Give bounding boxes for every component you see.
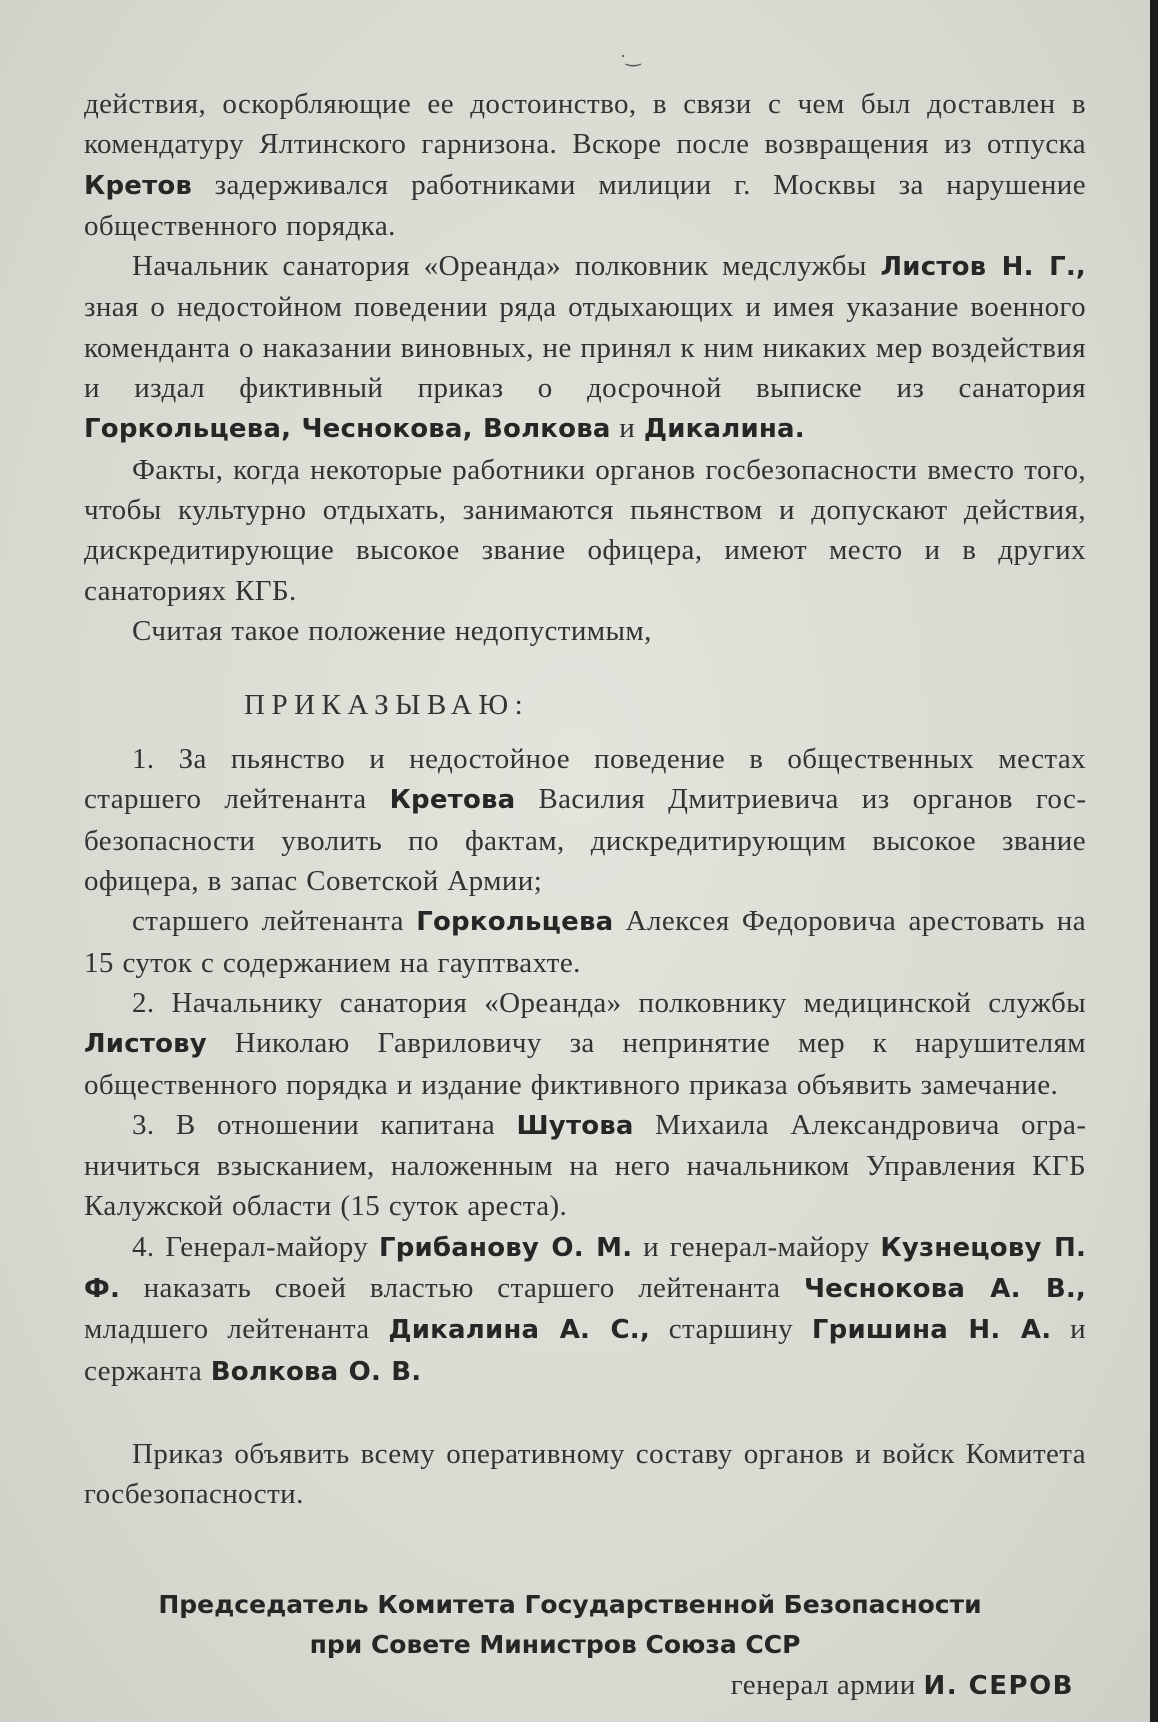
order-heading: ПРИКАЗЫВАЮ: [244,689,530,722]
text-run: Приказ объявить всему оперативному составу органов и войск Комитета госбезопасности. [84,1437,1086,1511]
bold-name: Шутова [516,1110,634,1141]
bold-name: Горкольцева, Чеснокова, Волкова [84,414,611,445]
text-run: и [610,412,644,445]
signatory-name-line [84,1665,1086,1706]
bold-name: Горкольцева [416,907,614,938]
bold-name: Кузнецову П. Ф. [84,1232,1087,1305]
bold-name: Листов Н. Г., [880,252,1086,283]
text-run: задерживался работниками милиции г. Москвы за нарушение общественного порядка. [84,168,1086,242]
bold-name: Гришина Н. А. [811,1315,1052,1346]
signature-block [84,1585,1086,1706]
order-item-1b [84,901,1086,983]
text-run: и генерал-майору [632,1230,881,1263]
order-item-3 [84,1105,1086,1227]
bold-name: Листову [84,1029,207,1060]
bold-name: Дикалина. [643,414,805,445]
bold-name: Дикалина А. С., [388,1315,650,1346]
text-run: действия, оскорбляющие ее достоинство, в связи с чем был доставлен в комендатуру Ялтинского гарнизона. Вскоре после возвращения из отпуска [84,88,1086,161]
signatory-rank: генерал армии [730,1668,916,1701]
text-run: 4. Генерал-майору [132,1230,379,1263]
bold-name: Волкова О. В. [210,1356,422,1387]
facts-paragraph [84,450,1086,611]
text-run: Николаю Гавриловичу за непринятие мер к нарушителям общественного порядка и издание фиктивного приказа объявить замечание. [84,1027,1086,1101]
text-run: Михаила Александровича ограничиться взысканием, наложенным на него начальником Управления КГБ Калужской области (15 суток ареста). [84,1108,1086,1223]
text-run: Факты, когда некоторые работники органов госбезопасности вместо того, чтобы культурно отдыхать, занимаются пьянством и допускают действия, дискредитирующие высокое звание офицера, имеют место и в других санаториях КГБ. [84,453,1086,607]
listov-paragraph [84,246,1086,449]
signatory-title-line2: при Совете Министров Союза ССР [309,1629,801,1659]
text-run: 2. Начальнику санатория «Ореанда» полковнику медицинской службы [132,986,1086,1019]
considering-paragraph [84,611,1086,651]
document-body [84,84,1086,1515]
signatory-name: И. СЕРОВ [923,1670,1074,1701]
text-run: старшину [649,1313,812,1346]
text-run: наказать своей властью старшего лейтенанта [120,1272,804,1305]
text-run: зная о недостойном поведении ряда отдыхающих и имея указание военного коменданта о наказании виновных, не принял к ним никаких мер воздействия и издал фиктивный приказ о досрочной выписке из санатория [84,291,1086,405]
closing-paragraph [84,1434,1086,1515]
text-run: и сержанта [84,1313,1087,1387]
order-item-1 [84,739,1086,901]
opening-paragraph [84,84,1086,246]
order-item-4 [84,1227,1086,1392]
text-run: Алексея Федоровича арестовать на 15 суток с содержанием на гауптвахте. [84,905,1086,979]
bold-name: Грибанову О. М. [378,1232,633,1263]
text-run: 3. В отношении капитана [132,1108,517,1141]
text-run: младшего лейтенанта [84,1313,389,1346]
order-item-2 [84,983,1086,1105]
text-run: 1. За пьянство и недостойное поведение в общественных местах старшего лейтенанта [84,743,1086,816]
text-run: Считая такое положение недопустимым, [132,614,652,647]
bold-name: Чеснoкова А. В., [803,1274,1086,1305]
text-run: Василия Дмитриевича из органов госбезопасности уволить по фактам, дискредитирующим высокое звание офицера, в запас Советской Армии; [84,783,1086,898]
signatory-title-line1: Председатель Комитета Государственной Безопасности [158,1589,982,1619]
bold-name: Кретова [389,785,516,816]
text-run: Начальник санатория «Ореанда» полковник медслужбы [132,250,881,283]
text-run: старшего лейтенанта [132,905,417,938]
bold-name: Кретов [84,170,193,201]
paper-mark: ·‿ [620,46,641,66]
